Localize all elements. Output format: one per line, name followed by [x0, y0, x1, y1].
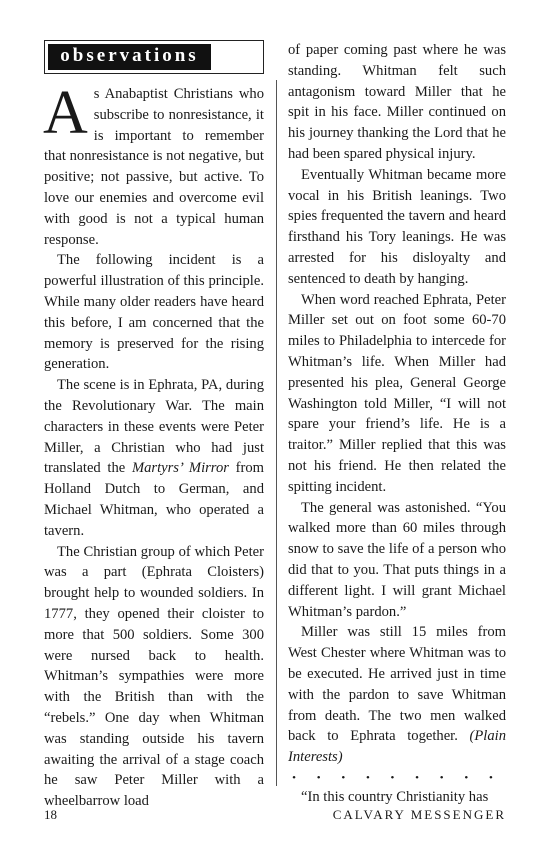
column-divider [276, 80, 277, 786]
right-column [288, 40, 506, 808]
drop-cap: A [43, 79, 88, 147]
paragraph-9-text: Miller was still 15 miles from West Chester where Whitman was to be executed. He arrived just in time with the pardon to save Whitman from death. The two men walked back to Ephrata together. [288, 624, 506, 745]
book-title: Martyrs’ Mirror [131, 460, 229, 477]
paragraph-8: The general was astonished. “You walked more than 60 miles through snow to save the life of a person who did that to you. That puts things in a different light. I will grant Michael Whitman’s pardon.” [288, 499, 506, 620]
page-footer [44, 807, 506, 823]
paragraph-9 [288, 622, 506, 768]
paragraph-3-text: The scene is in Ephrata, PA, during the Revolutionary War. The main characters in these events were Peter Miller, a Christian who had just translated the [44, 377, 264, 477]
magazine-name: CALVARY MESSENGER [332, 807, 506, 822]
paragraph-6: Eventually Whitman became more vocal in his British leanings. Two spies frequented the tavern and heard firsthand his Tory leanings. He was arrested for his disloyalty and sentenced to death by hanging. [288, 166, 506, 287]
left-column [44, 40, 264, 812]
paragraph-3-tail: from Holland Dutch to German, and Michael Whitman, who operated a tavern. [44, 460, 264, 539]
paragraph-1 [43, 79, 264, 250]
paragraph-7: When word reached Ephrata, Peter Miller set out on foot some 60-70 miles to Philadelphia to intercede for Whitman’s life. When Miller had presented his plea, General George Washington told Miller, “I will not spare your friend’s life. He is a traitor.” Miller replied that this was not his friend. He then related the spitting incident. [288, 291, 506, 495]
paragraph-4: The Christian group of which Peter was a part (Ephrata Cloisters) brought help to wounded soldiers. In 1777, they opened their cloister to more that 500 soldiers. Some 300 were nursed back to health. Whitman’s sympathies were more with the British than with the “rebels.” One day when Whitman was standing outside his tavern awaiting the arrival of a stage coach he saw Peter Miller with a wheelbarrow load [44, 543, 264, 810]
paragraph-5: of paper coming past where he was standing. Whitman felt such antagonism toward Miller that he spit in his face. Miller continued on his journey thanking the Lord that he had been spared physical injury. [288, 42, 506, 162]
paragraph-2: The following incident is a powerful illustration of this principle. While many older readers have heard this before, I am concerned that the memory is preserved for the rising generation. [44, 252, 264, 373]
paragraph-3 [44, 375, 264, 541]
section-separator: • • • • • • • • • [292, 771, 502, 784]
next-article-start: “In this country Christianity has [301, 788, 489, 805]
source-citation: (Plain Interests) [288, 728, 506, 766]
page-number: 18 [44, 807, 57, 822]
section-label: observations [48, 44, 211, 70]
paragraph-1-text: s Anabaptist Christians who subscribe to nonresistance, it is important to remember that nonresistance is not negative, but positive; not passive, but active. To love our enemies and overcome evil with good is not a typical human response. [44, 86, 264, 248]
section-banner [44, 40, 264, 74]
